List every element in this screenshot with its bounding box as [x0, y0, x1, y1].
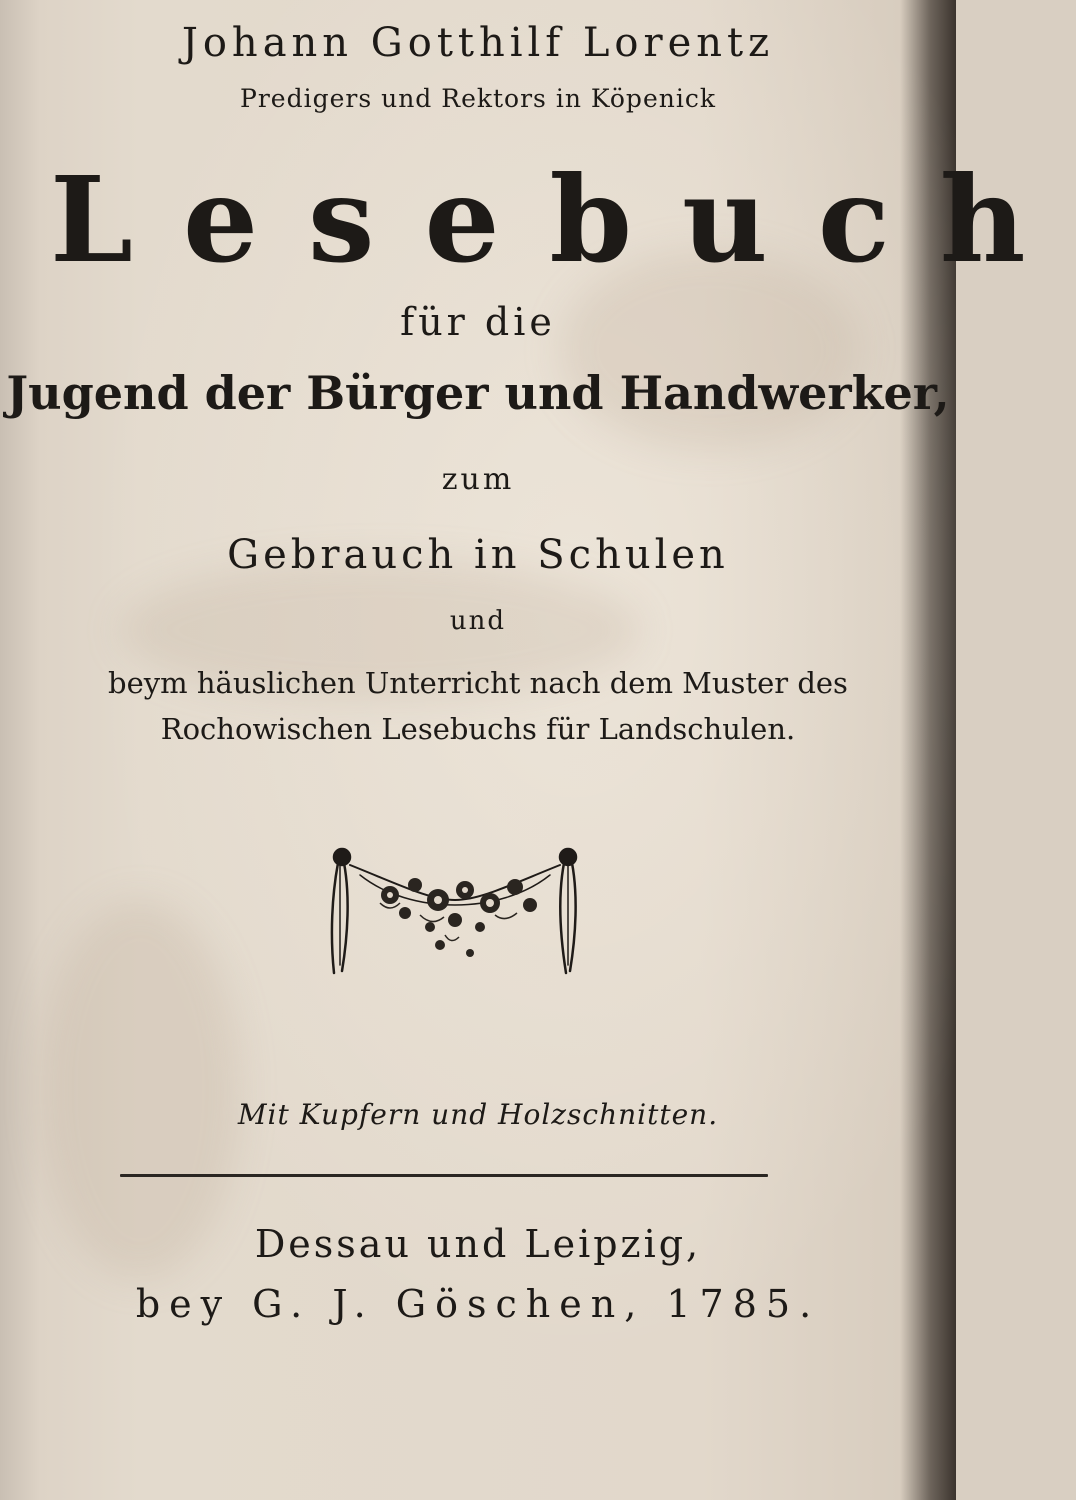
horizontal-rule	[120, 1174, 768, 1177]
illustrations-note: Mit Kupfern und Holzschnitten.	[237, 1098, 719, 1131]
for-the-line: für die	[400, 300, 556, 344]
author-position: Predigers und Rektors in Köpenick	[240, 84, 716, 113]
detail-line-1: beym häuslichen Unterricht nach dem Muster des	[108, 666, 848, 700]
audience-line: Jugend der Bürger und Handwerker,	[6, 366, 950, 420]
publisher-line: bey G. J. Göschen, 1785.	[135, 1282, 821, 1326]
floral-garland-vignette-icon	[320, 845, 590, 980]
usage-line: Gebrauch in Schulen	[227, 532, 729, 578]
detail-line-2: Rochowischen Lesebuchs für Landschulen.	[160, 712, 796, 746]
zum-line: zum	[441, 462, 515, 497]
book-title: Lesebuch	[50, 150, 1076, 289]
und-line: und	[449, 606, 507, 636]
publication-place: Dessau und Leipzig,	[254, 1222, 702, 1266]
author-name: Johann Gotthilf Lorentz	[181, 20, 775, 66]
